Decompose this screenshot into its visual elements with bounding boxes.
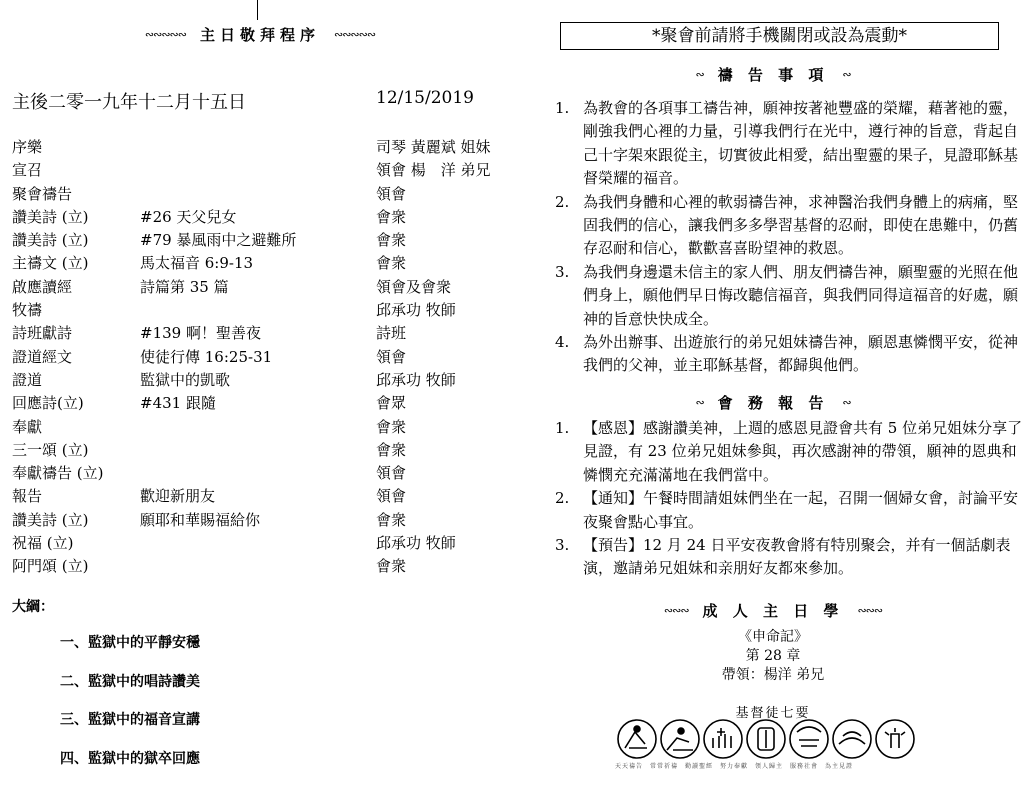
order-content: 歡迎新朋友 [140,485,376,508]
order-content [140,299,376,322]
order-item: 詩班獻詩 [12,322,140,345]
order-item: 證道經文 [12,346,140,369]
order-item: 序樂 [12,136,140,159]
order-leader: 邱承功 牧師 [376,299,512,322]
order-leader: 會衆 [376,416,512,439]
order-leader: 會衆 [376,509,512,532]
prayer-title [515,64,1031,85]
list-item [555,97,1025,191]
table-row [12,346,512,369]
item-number: 1. [555,97,583,191]
order-leader: 會衆 [376,229,512,252]
table-row [12,485,512,508]
order-item: 阿門頌 (立) [12,555,140,578]
order-leader: 領會 [376,183,512,206]
sermon-outline [60,632,200,786]
outline-item: 一、監獄中的平靜安穩 [60,632,200,671]
list-item [555,417,1025,487]
sunday-school-title [515,600,1031,621]
item-text: 為我們身體和心裡的軟弱禱告神，求神醫治我們身體上的病痛，堅固我們的信心，讓我們多多學習基督的忍耐，即使在患難中，仍舊存忍耐和信心，歡歡喜喜盼望神的救恩。 [583,191,1025,261]
disciple-caption: 天天禱告 常常祈禱 勤讀聖經 努力奉獻 領人歸主 服務社會 為主見證 [615,761,935,770]
ornament-left: ∾ [695,68,703,81]
item-text: 為外出辦事、出遊旅行的弟兄姐妹禱告神，願恩惠憐憫平安，從神我們的父神，並主耶穌基督，都歸與他們。 [583,331,1025,378]
outline-item: 四、監獄中的獄卒回應 [60,748,200,786]
ornament-right: ∾ [842,68,850,81]
sunday-school-book: 《申命記》 [515,628,1031,647]
order-content [140,159,376,182]
bible-icon [747,720,785,758]
announcement-title-text: 會 務 報 告 [718,392,829,413]
order-leader: 詩班 [376,322,512,345]
order-item: 證道 [12,369,140,392]
ornament-right: ∾ [842,396,850,409]
table-row [12,183,512,206]
item-text: 【感恩】感謝讚美神，上週的感恩見證會共有 5 位弟兄姐妹分享了見證，有 23 位弟兄姐妹參與，再次感謝神的帶領，願神的恩典和憐憫充充滿滿地在我們當中。 [583,417,1025,487]
order-content: 馬太福音 6:9-13 [140,252,376,275]
order-leader: 邱承功 牧師 [376,369,512,392]
order-item: 祝福 (立) [12,532,140,555]
item-text: 【通知】午餐時間請姐妹們坐在一起，召開一個婦女會，討論平安夜聚會點心事宜。 [583,487,1025,534]
prayer-title-text: 禱 告 事 項 [718,64,829,85]
order-item: 宣召 [12,159,140,182]
ornament-right: ∾∾∾∾∾ [334,28,375,41]
item-number: 1. [555,417,583,487]
order-content [140,462,376,485]
item-number: 2. [555,487,583,534]
sunday-school-chapter: 第 28 章 [515,647,1031,666]
order-item: 主禱文 (立) [12,252,140,275]
order-content: 監獄中的凱歌 [140,369,376,392]
order-content [140,555,376,578]
ornament-left: ∾∾∾ [664,604,689,617]
order-content: #139 啊！聖善夜 [140,322,376,345]
order-content: #431 跟隨 [140,392,376,415]
order-item: 讚美詩 (立) [12,206,140,229]
order-leader: 領會 [376,485,512,508]
ornament-right: ∾∾∾ [857,604,882,617]
worship-order-title [60,24,460,45]
order-content [140,183,376,206]
date-numeric: 12/15/2019 [376,88,474,108]
prayer-list [555,97,1025,378]
order-content [140,136,376,159]
item-number: 2. [555,191,583,261]
table-row [12,206,512,229]
order-item: 奉獻 [12,416,140,439]
list-item [555,534,1025,581]
order-leader: 邱承功 牧師 [376,532,512,555]
order-leader: 領會 [376,346,512,369]
order-item: 聚會禱告 [12,183,140,206]
kneeling-icon [661,720,699,758]
order-content [140,439,376,462]
table-row [12,369,512,392]
outline-item: 三、監獄中的福音宣講 [60,709,200,748]
disciple-title: 基督徒七要 [515,702,1031,721]
order-leader: 領會 [376,462,512,485]
order-leader: 會衆 [376,555,512,578]
order-item: 讚美詩 (立) [12,229,140,252]
outline-item: 二、監獄中的唱詩讚美 [60,671,200,710]
table-row [12,462,512,485]
order-content: #79 暴風雨中之避難所 [140,229,376,252]
item-text: 【預告】12 月 24 日平安夜教會將有特別聚会，并有一個話劇表演，邀請弟兄姐妹和亲朋好友都來參加。 [583,534,1025,581]
phone-notice: *聚會前請將手機關閉或設為震動* [560,22,999,50]
item-text: 為我們身邊還未信主的家人們、朋友們禱告神，願聖靈的光照在他們身上，願他們早日悔改聽信福音，與我們同得這福音的好處，願神的旨意快快成全。 [583,261,1025,331]
table-row [12,229,512,252]
order-leader: 領會及會衆 [376,276,512,299]
order-content: #26 天父兒女 [140,206,376,229]
order-content: 詩篇第 35 篇 [140,276,376,299]
worship-order-title-text: 主日敬拜程序 [200,24,320,45]
table-row [12,416,512,439]
order-item: 三一頌 (立) [12,439,140,462]
list-item [555,191,1025,261]
table-row [12,439,512,462]
list-item [555,261,1025,331]
list-item [555,487,1025,534]
order-item: 回應詩(立) [12,392,140,415]
order-item: 牧禱 [12,299,140,322]
table-row [12,252,512,275]
ornament-left: ∾ [695,396,703,409]
order-content: 願耶和華賜福給你 [140,509,376,532]
table-row [12,392,512,415]
sunday-school-info [515,628,1031,685]
order-item: 報告 [12,485,140,508]
item-number: 3. [555,261,583,331]
ornament-left: ∾∾∾∾∾ [145,28,186,41]
table-row [12,276,512,299]
item-number: 3. [555,534,583,581]
table-row [12,322,512,345]
table-row [12,159,512,182]
order-item: 奉獻禱告 (立) [12,462,140,485]
table-row [12,136,512,159]
order-content: 使徒行傳 16:25-31 [140,346,376,369]
date-chinese: 主後二零一九年十二月十五日 [12,88,246,114]
giving-icon [790,720,828,758]
order-item: 啟應讀經 [12,276,140,299]
order-leader: 領會 楊 洋 弟兄 [376,159,512,182]
order-leader: 會衆 [376,439,512,462]
order-leader: 會衆 [376,206,512,229]
announcement-title [515,392,1031,413]
table-row [12,509,512,532]
order-item: 讚美詩 (立) [12,509,140,532]
table-row [12,532,512,555]
service-icon [833,720,871,758]
order-leader: 會衆 [376,252,512,275]
order-leader: 會眾 [376,392,512,415]
sunday-school-leader: 帶領：楊洋 弟兄 [515,666,1031,685]
light-icon [876,720,914,758]
prayer-icon [618,720,656,758]
left-panel [0,0,515,768]
list-item [555,331,1025,378]
sunday-school-title-text: 成 人 主 日 學 [703,600,844,621]
order-leader: 司琴 黃麗斌 姐妹 [376,136,512,159]
outline-heading: 大綱： [12,596,54,616]
right-panel [515,0,1031,768]
item-text: 為教會的各項事工禱告神，願神按著祂豐盛的榮耀，藉著祂的靈，剛強我們心裡的力量，引導我們行在光中，遵行神的旨意，背起自己十字架來跟從主，切實彼此相愛，結出聖靈的果子，見證耶穌基督榮耀的福音。 [583,97,1025,191]
table-row [12,299,512,322]
worship-order-table [12,136,512,579]
announcement-list [555,417,1025,581]
people-icon [704,720,742,758]
order-content [140,416,376,439]
table-row [12,555,512,578]
order-content [140,532,376,555]
seven-essentials-icons [615,718,935,760]
item-number: 4. [555,331,583,378]
